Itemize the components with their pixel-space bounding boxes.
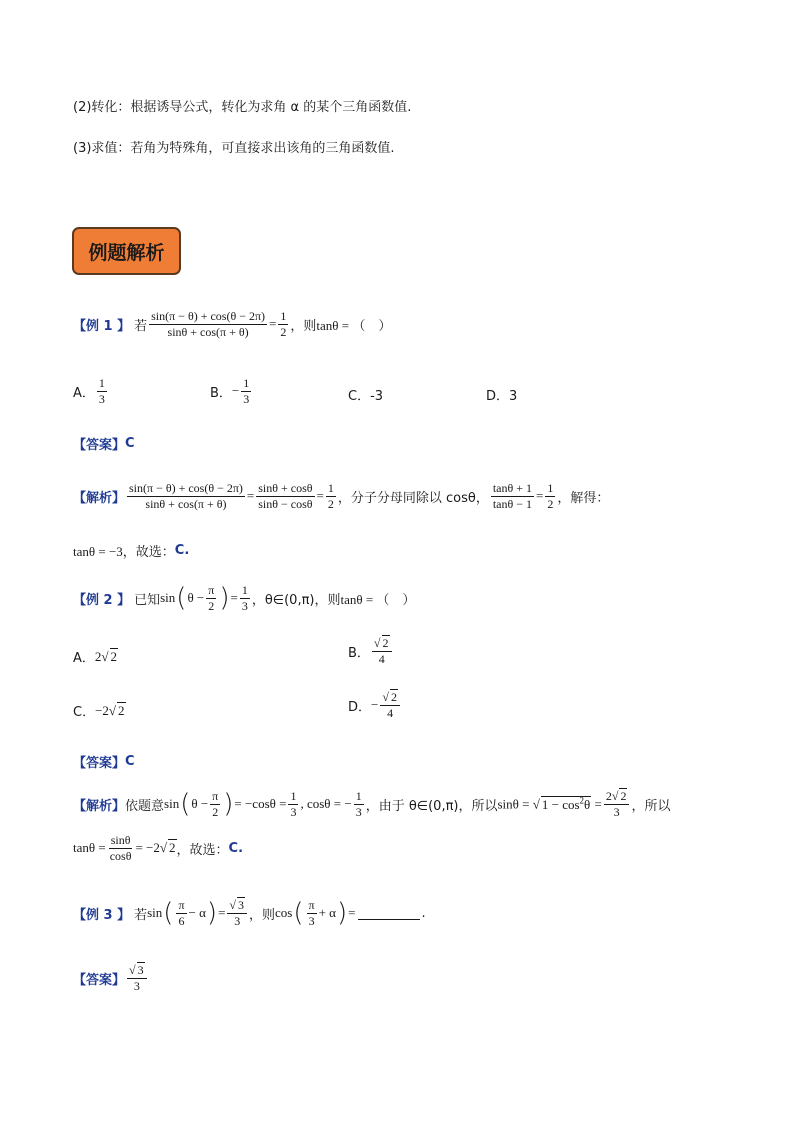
- example-1-analysis: 【解析】 $\frac{\sin(\pi - \theta) + \cos(\theta - 2\pi)}{\sin\theta + \cos(\pi + \theta)}$ = $\frac{\sin\theta + \cos\theta}{\sin\theta - \cos\theta}$ = $\frac{1}{2}$ ，分子分母同除以 cosθ， $\frac{\tan\theta + 1}{\tan\theta - 1}$ = $\frac{1}{2}$ ，解得：: [73, 481, 610, 511]
- option-a: A． $\frac{1}{3}$: [73, 376, 105, 406]
- option-c: C． −2√ 2: [73, 702, 125, 720]
- section-title-badge: 例题解析: [72, 227, 181, 275]
- example-1-tag: 【例 1 】: [73, 318, 131, 334]
- example-3-question: 【例 3 】 若 sin ( $\frac{\pi}{6}$ − α ) = $\frac{√ 3}{3}$ ，则 cos ( $\frac{\pi}{3}$ + α ) = .: [73, 898, 426, 929]
- example-2-question: 【例 2 】 已知 sin ( θ − $\frac{\pi}{2}$ ) = $\frac{1}{3}$ ，θ∈(0,π)，则 tanθ = （ ）: [73, 583, 416, 614]
- step-3-text: (3)求值：若角为特殊角，可直接求出该角的三角函数值.: [73, 141, 395, 156]
- example-2-analysis-line2: tanθ = $\frac{\sin\theta}{\cos\theta}$ = −2√ 2 ，故选： C.: [73, 833, 244, 863]
- option-d: D． − $\frac{√ 2}{4}$: [348, 691, 402, 719]
- example-2-analysis: 【解析】 依题意 sin ( θ − $\frac{\pi}{2}$ ) = −cosθ = $\frac{1}{3}$ , cosθ = − $\frac{1}{3}$ ，由于 θ∈(0,π)，所以 sinθ = √ $1 - \cos^2\theta$ = $\frac{2√ 2}{3}$ ，所以: [73, 789, 671, 820]
- option-a: A． 2√ 2: [73, 648, 118, 666]
- option-d: D．3: [486, 389, 518, 404]
- example-2-answer: 【答案】 C: [73, 754, 135, 771]
- option-b: B． − $\frac{1}{3}$: [210, 376, 250, 406]
- example-1-analysis-line2: tanθ = −3，故选： C.: [73, 543, 190, 559]
- step-2-text: (2)转化：根据诱导公式，转化为求角 α 的某个三角函数值.: [73, 100, 412, 115]
- example-3-answer: 【答案】 $\frac{√ 3}{3}$: [73, 964, 149, 992]
- fraction: $\frac{1}{2}$: [280, 309, 287, 339]
- example-1-question: 【例 1 】 若 $\frac{\sin(\pi - \theta) + \cos(\theta - 2\pi)}{\sin\theta + \cos(\pi + \theta)}$ = $\frac{1}{2}$ ，则 tanθ = （ ）: [73, 309, 392, 339]
- answer-blank: [358, 907, 420, 920]
- example-1-answer: 【答案】 C: [73, 436, 135, 453]
- option-c: C．-3: [348, 389, 384, 404]
- option-b: B． $\frac{√ 2}{4}$: [348, 637, 394, 665]
- fraction: $\frac{\sin(\pi - \theta) + \cos(\theta - 2\pi)}{\sin\theta + \cos(\pi + \theta)}$: [151, 309, 266, 339]
